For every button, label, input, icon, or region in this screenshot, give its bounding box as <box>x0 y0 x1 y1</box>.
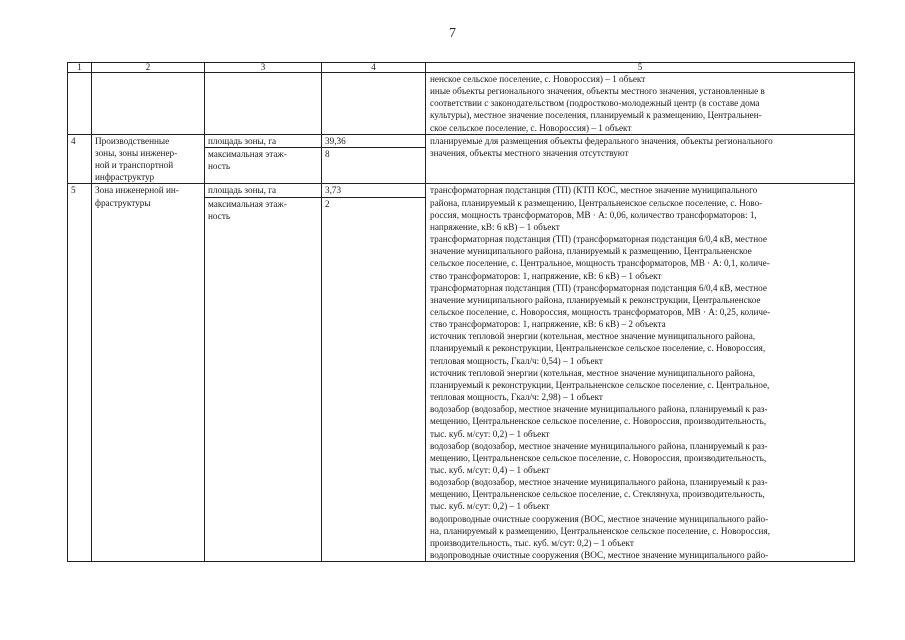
objects-line: производительность, тыс. куб. м/сут: 0,2) – 1 объект <box>430 537 634 548</box>
value-floors: 2 <box>325 198 330 209</box>
value-floors: 8 <box>325 148 330 159</box>
objects-line: соответствии с законодательством (подростково-молодежный центр (в составе дома <box>430 98 760 109</box>
zone-name-line: инфраструктур <box>95 172 155 183</box>
objects-line: трансформаторная подстанция (ТП) (трансформаторная подстанция 6/0,4 кВ, местное <box>430 282 767 293</box>
zone-objects <box>426 134 855 184</box>
param-line: ность <box>208 161 231 172</box>
value-area: 3,73 <box>322 184 425 197</box>
param-line: ность <box>208 210 231 221</box>
objects-line: источник тепловой энергии (котельная, местное значение муниципального района, <box>430 331 756 342</box>
objects-line: значения, объекты местного значения отсутствуют <box>430 147 629 158</box>
objects-line: тепловая мощность, Гкал/ч: 2,98) – 1 объект <box>430 392 603 403</box>
value-area: 39,36 <box>322 135 425 148</box>
table-row <box>68 73 855 135</box>
objects-line: тепловая мощность, Гкал/ч: 0,54) – 1 объект <box>430 355 603 366</box>
objects-line: тыс. куб. м/сут: 0,2) – 1 объект <box>430 501 550 512</box>
header-cell: 5 <box>426 63 855 73</box>
table-header-row <box>68 63 855 73</box>
objects-line: мещению, Центральненское сельское поселение, с. Новороссия, производительность, <box>430 416 767 427</box>
table-row <box>68 184 855 562</box>
zone-params <box>205 184 322 562</box>
objects-line: сельское поселение, с. Новороссия, мощность трансформаторов, МВ · А: 0,25, количе- <box>430 306 771 317</box>
objects-line: россия, мощность трансформаторов, МВ · А: 0,06, количество трансформаторов: 1, <box>430 209 757 220</box>
objects-line: планируемый к реконструкции, Центральненское сельское поселение, с. Центральное, <box>430 379 770 390</box>
objects-line: источник тепловой энергии (котельная, местное значение муниципального района, <box>430 367 756 378</box>
objects-line: ство трансформаторов: 1, напряжение, кВ: 6 кВ) – 1 объект <box>430 270 662 281</box>
zones-table <box>67 62 855 562</box>
objects-line: ское сельское поселение, с. Новороссия) – 1 объект <box>430 122 632 133</box>
objects-line: водозабор (водозабор, местное значение муниципального района, планируемый к раз- <box>430 477 768 488</box>
objects-line: планируемые для размещения объекты федерального значения, объекты регионального <box>430 135 773 146</box>
objects-line: культуры), местное значение поселения, планируемый к размещению, Центральнен- <box>430 110 762 121</box>
table-row <box>68 134 855 184</box>
row-number: 4 <box>68 134 92 184</box>
zone-values <box>322 73 426 135</box>
objects-line: водозабор (водозабор, местное значение муниципального района, планируемый к раз- <box>430 440 768 451</box>
objects-line: планируемый к реконструкции, Центральненское сельское поселение, с. Новороссия, <box>430 343 766 354</box>
param-area-label: площадь зоны, га <box>205 135 321 148</box>
objects-line: водозабор (водозабор, местное значение муниципального района, планируемый к раз- <box>430 404 768 415</box>
zone-values <box>322 184 426 562</box>
objects-line: района, планируемый к размещению, Центральненское сельское поселение, с. Ново- <box>430 197 763 208</box>
zone-objects <box>426 73 855 135</box>
zone-name-line: зоны, зоны инженер- <box>95 147 178 158</box>
objects-line: мещению, Центральненское сельское поселение, с. Новороссия, производительность, <box>430 452 767 463</box>
objects-line: на, планируемый к размещению, Центральненское сельское поселение, с. Новороссия, <box>430 525 770 536</box>
objects-line: трансформаторная подстанция (ТП) (КТП КОС, местное значение муниципального <box>430 185 758 196</box>
zone-name-line: фраструктуры <box>95 197 151 208</box>
zone-name-line: Производственные <box>95 135 170 146</box>
objects-line: тыс. куб. м/сут: 0,4) – 1 объект <box>430 465 550 475</box>
objects-line: сельское поселение, с. Центральное, мощность трансформаторов, МВ · А: 0,1, количе- <box>430 258 770 269</box>
zone-name <box>92 73 205 135</box>
header-cell: 1 <box>68 63 92 73</box>
objects-line: напряжение, кВ: 6 кВ) – 1 объект <box>430 221 560 232</box>
objects-line: водопроводные очистные сооружения (ВОС, местное значение муниципального райо- <box>430 513 769 524</box>
zone-name <box>92 134 205 184</box>
objects-line: тыс. куб. м/сут: 0,2) – 1 объект <box>430 428 550 439</box>
zone-name-line: Зона инженерной ин- <box>95 185 179 196</box>
zone-values <box>322 134 426 184</box>
objects-line: трансформаторная подстанция (ТП) (трансформаторная подстанция 6/0,4 кВ, местное <box>430 234 767 245</box>
objects-line: значение муниципального района, планируемый к размещению, Центральненское <box>430 246 752 257</box>
param-floors-label <box>205 148 321 172</box>
zone-name-line: ной и транспортной <box>95 160 174 171</box>
param-area-label: площадь зоны, га <box>205 184 321 197</box>
row-number <box>68 73 92 135</box>
zone-params <box>205 134 322 184</box>
zone-params <box>205 73 322 135</box>
param-line: максимальная этаж- <box>208 148 287 159</box>
objects-line: иные объекты регионального значения, объекты местного значения, установленные в <box>430 86 765 97</box>
header-cell: 3 <box>205 63 322 73</box>
objects-line: значение муниципального района, планируемый к реконструкции, Центральненское <box>430 294 761 305</box>
row-number: 5 <box>68 184 92 562</box>
objects-line: водопроводные очистные сооружения (ВОС, местное значение муниципального райо- <box>430 550 769 561</box>
objects-line: мещению, Центральненское сельское поселение, с. Стеклянуха, производительность, <box>430 489 765 500</box>
zone-name <box>92 184 205 562</box>
page-number: 7 <box>449 26 456 41</box>
zone-objects <box>426 184 855 562</box>
objects-line: ненское сельское поселение, с. Новороссия) – 1 объект <box>430 74 646 84</box>
param-floors-label <box>205 198 321 222</box>
param-line: максимальная этаж- <box>208 198 287 209</box>
header-cell: 2 <box>92 63 205 73</box>
header-cell: 4 <box>322 63 426 73</box>
objects-line: ство трансформаторов: 1, напряжение, кВ: 6 кВ) – 2 объекта <box>430 319 666 330</box>
